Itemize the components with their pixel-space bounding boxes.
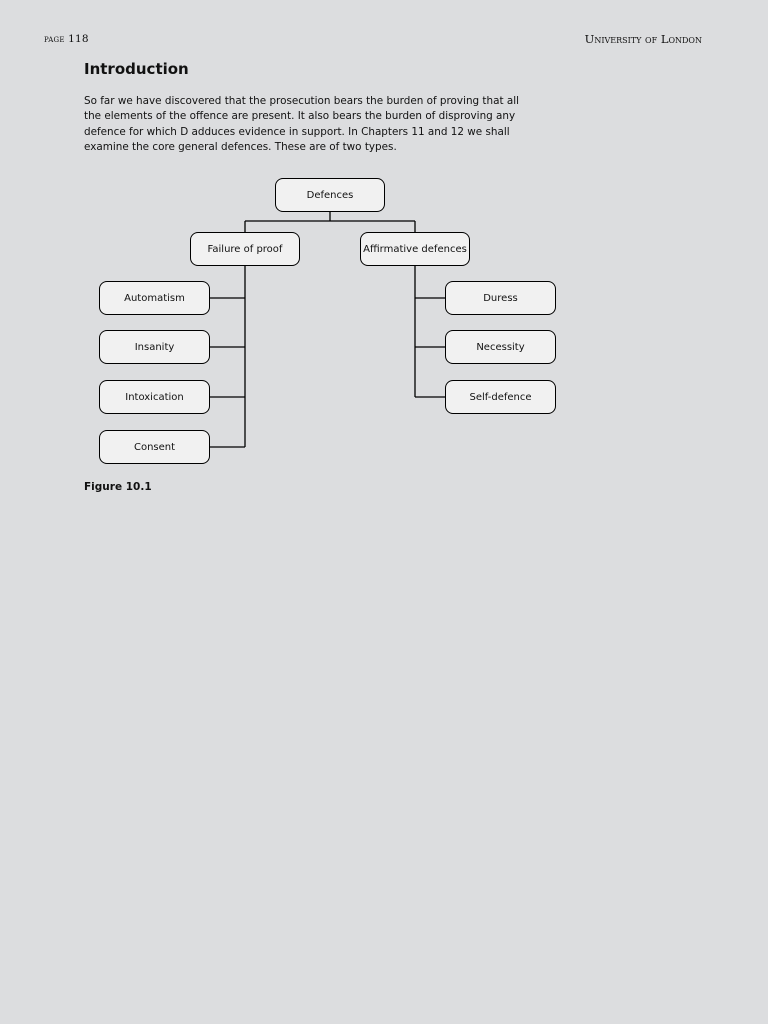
running-head-publisher: University of London <box>584 32 702 46</box>
node-affirmative-defences: Affirmative defences <box>360 232 470 266</box>
node-necessity: Necessity <box>445 330 556 364</box>
section-heading: Introduction <box>84 60 189 78</box>
node-failure-of-proof: Failure of proof <box>190 232 300 266</box>
node-intoxication: Intoxication <box>99 380 210 414</box>
figure-caption: Figure 10.1 <box>84 481 152 493</box>
node-consent: Consent <box>99 430 210 464</box>
node-self-defence: Self-defence <box>445 380 556 414</box>
node-duress: Duress <box>445 281 556 315</box>
node-defences: Defences <box>275 178 385 212</box>
node-insanity: Insanity <box>99 330 210 364</box>
node-automatism: Automatism <box>99 281 210 315</box>
running-head-page-number: page 118 <box>44 33 89 45</box>
intro-paragraph: So far we have discovered that the prosecution bears the burden of proving that all the elements of the offence are present. It also bears the burden of disproving any defence for which D adduces evidence in support. In Chapters 11 and 12 we shall examine the core general defences. These are of two types. <box>84 95 519 153</box>
